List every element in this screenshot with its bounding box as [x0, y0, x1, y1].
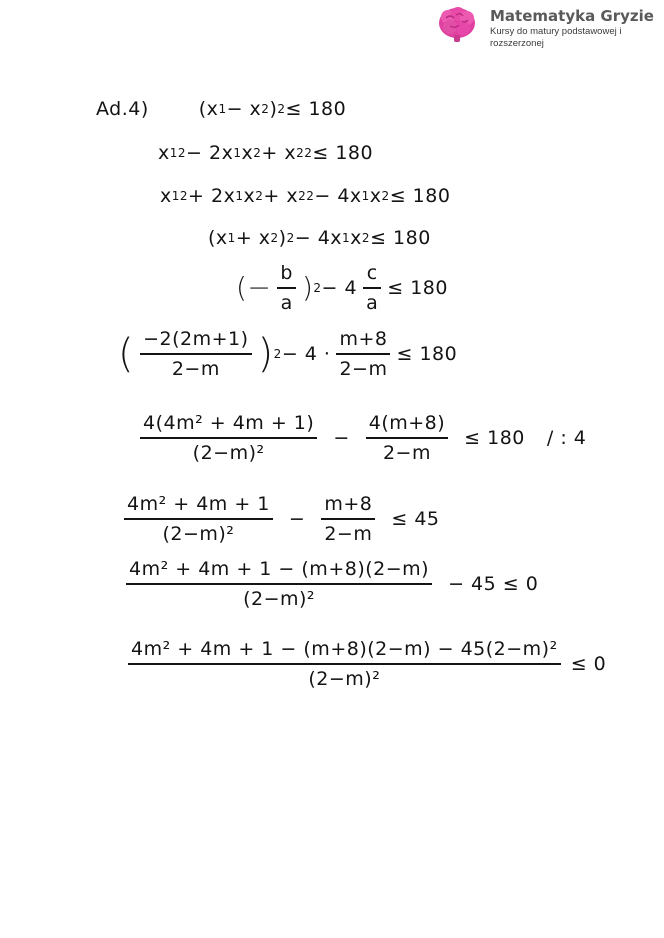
math-token: 4m² + 4m + 1 − (m+8)(2−m) − 45(2−m)² [131, 638, 558, 660]
math-token: − 45 ≤ 0 [448, 572, 539, 595]
math-token: ≤ 0 [570, 652, 607, 675]
math-token: −2(2m+1) [143, 328, 249, 350]
solution-line-3: x 1 2 + 2x 1 x 2 + x 2 2 − 4x 1 x 2 ≤ 180 [160, 185, 451, 207]
math-token: / : 4 [546, 426, 587, 449]
fraction-line7-second [366, 412, 448, 464]
solution-line-8 [118, 493, 440, 545]
math-token: x [160, 185, 172, 207]
math-token: − 2x [186, 142, 234, 164]
math-token: (2−m)² [162, 522, 235, 545]
math-token: 4m² + 4m + 1 − (m+8)(2−m) [129, 558, 430, 580]
fraction-b-over-a [277, 262, 296, 314]
math-token: ( [118, 330, 135, 377]
math-token: ≤ 180 [396, 342, 458, 365]
math-token: x [241, 142, 254, 164]
math-token: (2−m)² [192, 441, 265, 464]
fraction-line6-second [336, 328, 390, 380]
math-token: − [288, 507, 306, 530]
math-token: ) [257, 330, 274, 377]
fraction-line9 [126, 558, 432, 610]
math-token: − 4 [321, 276, 358, 299]
fraction-line8-second [321, 493, 375, 545]
math-token: b [280, 262, 293, 284]
math-token: (− [236, 270, 272, 304]
solution-line-1: Ad.4) (x 1 − x 2 ) 2 ≤ 180 [96, 98, 347, 120]
math-token: ≤ 180 [464, 426, 525, 449]
math-token: (x [198, 98, 219, 120]
brand-header [436, 5, 658, 51]
fraction-line10 [128, 638, 561, 690]
math-token: ≤ 180 [387, 276, 448, 299]
math-token: + x [235, 227, 271, 249]
math-token: ) [269, 98, 278, 120]
math-token: 4m² + 4m + 1 [127, 493, 270, 515]
math-token: (2−m)² [308, 667, 381, 690]
math-token: (x [208, 227, 228, 249]
brand-tagline: Kursy do matury podstawowej i rozszerzonej [490, 26, 622, 49]
math-token: ≤ 180 [285, 98, 347, 120]
pink-brain-icon [436, 5, 478, 45]
solution-line-6: ( $\frac{-2(2m+1)}{2-m}$ ) 2 − 4 · $\frac{m+8}{2-m}$ ≤ 180 [118, 328, 458, 380]
math-token: x [350, 227, 362, 249]
math-token: ≤ 180 [312, 142, 374, 164]
math-token: (2−m)² [243, 587, 316, 610]
math-token: c [366, 262, 378, 284]
math-token: a [366, 291, 379, 314]
math-token: + x [263, 185, 299, 207]
math-token: 2−m [171, 357, 220, 380]
math-token: ) [301, 270, 314, 304]
math-token: x [369, 185, 382, 207]
solution-line-4: (x 1 + x 2 ) 2 − 4x 1 x 2 ≤ 180 [208, 227, 431, 249]
math-token: x [158, 142, 170, 164]
solution-line-2: x 1 2 − 2x 1 x 2 + x 2 2 ≤ 180 [158, 142, 374, 164]
math-token: ≤ 45 [391, 507, 440, 530]
math-token: m+8 [339, 328, 388, 350]
solution-line-7 [134, 412, 586, 464]
math-token: 2−m [339, 357, 388, 380]
brand-name: Matematyka Gryzie [490, 7, 654, 25]
math-token: ≤ 180 [370, 227, 431, 249]
math-token: ) [278, 227, 287, 249]
math-token: 4(m+8) [368, 412, 446, 434]
fraction-line6-first [140, 328, 251, 380]
fraction-line7-first [140, 412, 317, 464]
math-token: ≤ 180 [389, 185, 451, 207]
math-token: + x [261, 142, 297, 164]
math-token: x [243, 185, 256, 207]
fraction-line8-first [124, 493, 273, 545]
math-token: 2−m [382, 441, 431, 464]
math-token: a [280, 291, 293, 314]
math-token: − 4 · [281, 342, 331, 365]
math-token: − 4x [314, 185, 362, 207]
solution-line-5: (− $\frac{b}{a}$ ) 2 − 4 $\frac{c}{a}$ ≤ 180 [236, 262, 448, 314]
math-token: m+8 [324, 493, 373, 515]
math-token: − [333, 426, 350, 449]
math-token: 4(4m² + 4m + 1) [143, 412, 315, 434]
math-token: − 4x [294, 227, 343, 249]
math-token: 2−m [324, 522, 373, 545]
math-token: − x [226, 98, 262, 120]
fraction-c-over-a [363, 262, 381, 314]
task-label: Ad.4) [96, 98, 149, 120]
math-token: + 2x [188, 185, 236, 207]
solution-line-10 [122, 638, 606, 690]
solution-line-9 [120, 558, 538, 610]
